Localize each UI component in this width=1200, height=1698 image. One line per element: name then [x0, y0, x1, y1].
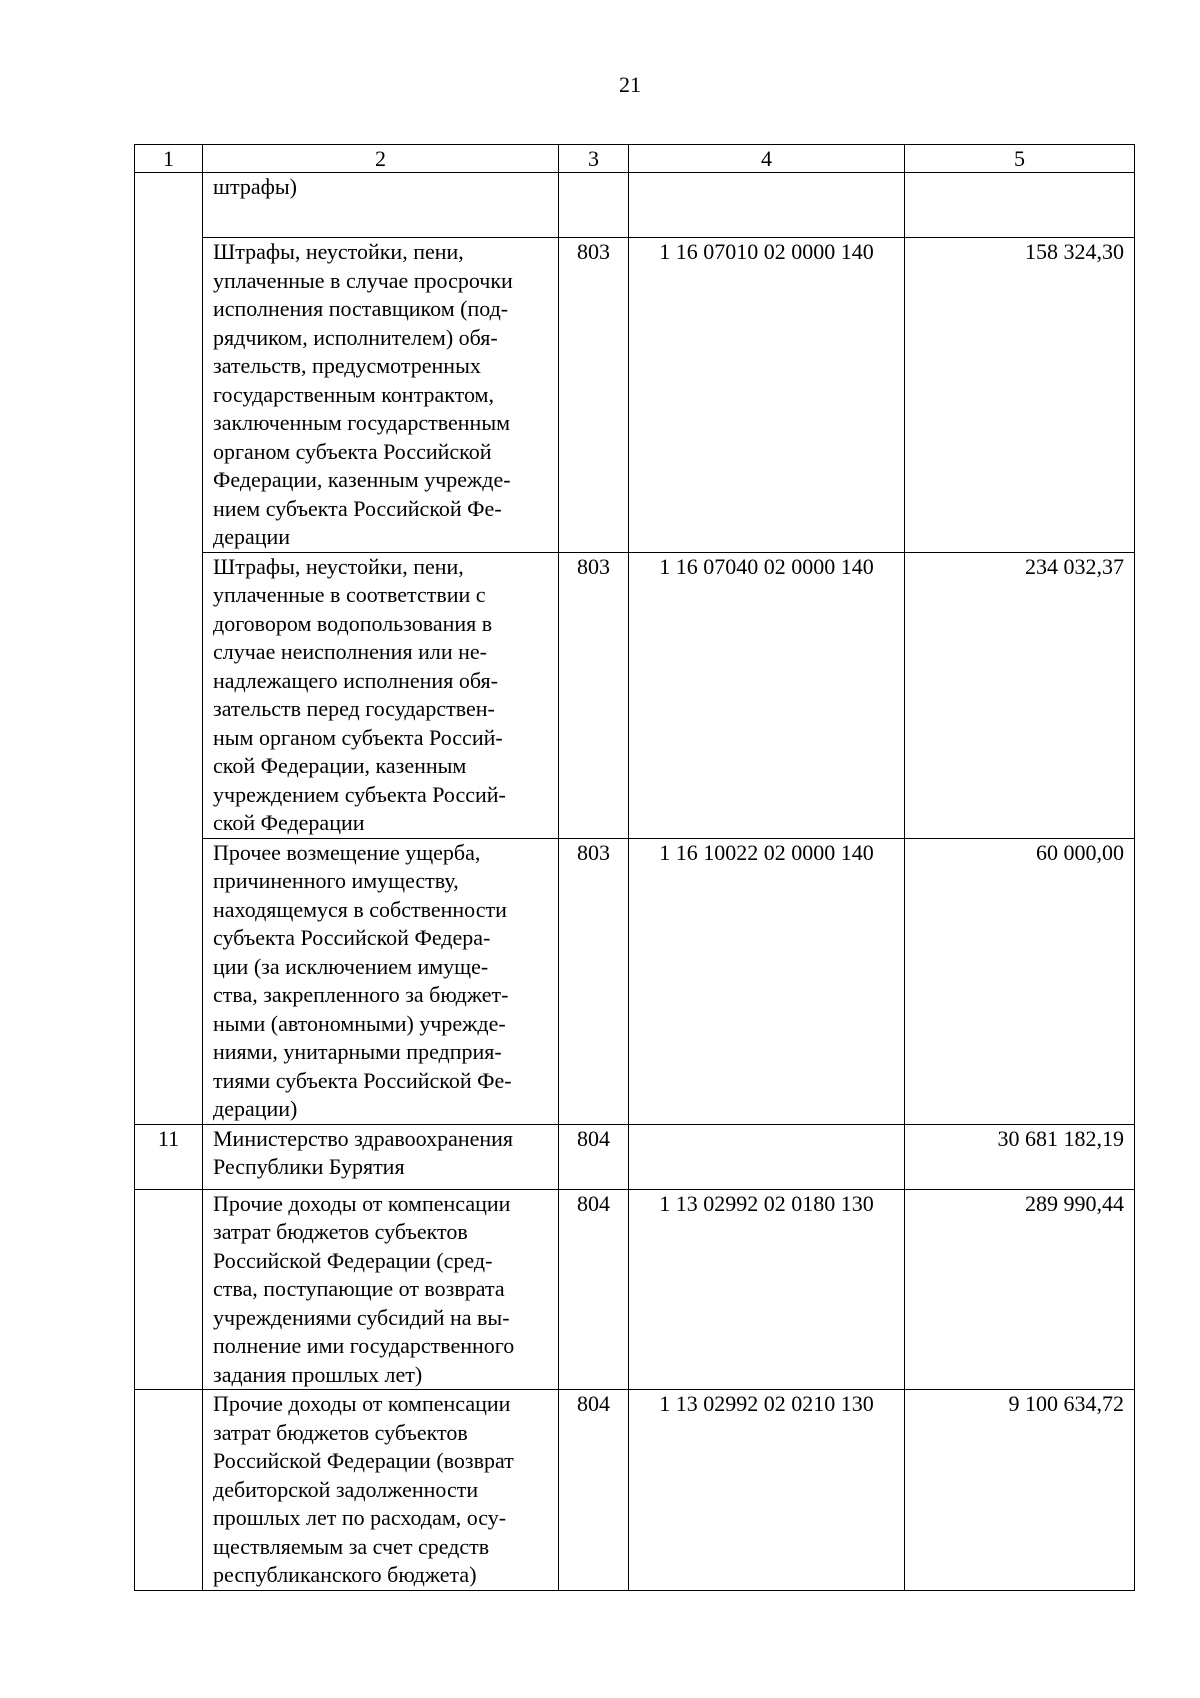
revenue-name	[203, 238, 559, 553]
header-col-5: 5	[905, 145, 1135, 173]
revenue-name-line: затрат бюджетов субъектов	[213, 1419, 468, 1445]
revenue-name-line: дебиторской задолженности	[213, 1476, 479, 1502]
amount	[905, 173, 1135, 238]
revenue-name	[203, 1390, 559, 1591]
row-number	[135, 1390, 203, 1591]
header-col-3: 3	[559, 145, 629, 173]
revenue-name-line: Прочие доходы от компенсации	[213, 1190, 511, 1216]
revenue-name	[203, 1189, 559, 1390]
budget-class-code: 1 16 10022 02 0000 140	[629, 838, 905, 1124]
amount: 234 032,37	[905, 552, 1135, 838]
revenue-name-line: республиканского бюджета)	[213, 1562, 477, 1587]
table-row	[135, 1189, 1135, 1390]
revenue-name-line: Прочее возмещение ущерба,	[213, 839, 481, 865]
table-body	[135, 145, 1135, 1591]
admin-code: 803	[559, 238, 629, 553]
revenue-name-line: Республики Бурятия	[213, 1154, 405, 1179]
revenue-name-line: зательств перед государствен-	[213, 696, 495, 721]
table-row	[135, 552, 1135, 838]
page-number: 21	[619, 72, 641, 97]
budget-class-code: 1 16 07040 02 0000 140	[629, 552, 905, 838]
amount: 60 000,00	[905, 838, 1135, 1124]
row-number	[135, 838, 203, 1124]
revenue-name-line: дерации	[213, 524, 291, 549]
revenue-name-line: субъекта Российской Федера-	[213, 925, 491, 950]
revenue-name-line: затрат бюджетов субъектов	[213, 1219, 468, 1244]
revenue-name-line: надлежащего исполнения обя-	[213, 667, 498, 693]
revenue-name-line: Российской Федерации (сред-	[213, 1247, 493, 1273]
revenue-name-line: уплаченные в случае просрочки	[213, 267, 513, 293]
admin-code: 804	[559, 1124, 629, 1189]
revenue-name	[203, 1124, 559, 1189]
revenue-name-line: Российской Федерации (возврат	[213, 1448, 514, 1473]
table-row	[135, 1390, 1135, 1591]
revenue-name-line: случае неисполнения или не-	[213, 639, 487, 664]
admin-code	[559, 173, 629, 238]
revenue-name-line: штрафы)	[213, 174, 297, 199]
revenue-name-line: зательств, предусмотренных	[213, 353, 481, 378]
table-row	[135, 838, 1135, 1124]
revenue-name-line: ниями, унитарными предприя-	[213, 1039, 502, 1064]
table-row	[135, 238, 1135, 553]
budget-class-code	[629, 173, 905, 238]
budget-class-code: 1 13 02992 02 0210 130	[629, 1390, 905, 1591]
budget-class-code: 1 13 02992 02 0180 130	[629, 1189, 905, 1390]
revenue-name-line: Штрафы, неустойки, пени,	[213, 239, 464, 264]
revenue-name-line: договором водопользования в	[213, 610, 493, 636]
header-row	[135, 145, 1135, 173]
revenue-name	[203, 173, 559, 238]
revenue-name-line: ской Федерации, казенным	[213, 753, 467, 778]
table-row	[135, 1124, 1135, 1189]
row-number	[135, 173, 203, 238]
revenue-name	[203, 838, 559, 1124]
admin-code: 803	[559, 838, 629, 1124]
amount: 30 681 182,19	[905, 1124, 1135, 1189]
table-row	[135, 173, 1135, 238]
revenue-name-line: причиненного имуществу,	[213, 868, 459, 893]
revenue-table	[134, 144, 1135, 1591]
amount: 158 324,30	[905, 238, 1135, 553]
revenue-name-line: учреждениями субсидий на вы-	[213, 1304, 510, 1330]
revenue-name-line: ществляемым за счет средств	[213, 1533, 490, 1559]
header-col-1: 1	[135, 145, 203, 173]
revenue-name-line: Прочие доходы от компенсации	[213, 1391, 511, 1416]
revenue-name-line: заключенным государственным	[213, 410, 511, 435]
revenue-name-line: ными (автономными) учрежде-	[213, 1010, 506, 1036]
admin-code: 803	[559, 552, 629, 838]
revenue-name-line: ства, закрепленного за бюджет-	[213, 982, 509, 1007]
revenue-name-line: задания прошлых лет)	[213, 1361, 423, 1387]
revenue-name-line: нием субъекта Российской Фе-	[213, 495, 502, 521]
revenue-name-line: исполнения поставщиком (под-	[213, 296, 509, 321]
revenue-name-line: ции (за исключением имуще-	[213, 953, 489, 979]
revenue-name-line: ства, поступающие от возврата	[213, 1276, 505, 1301]
revenue-name-line: полнение ими государственного	[213, 1333, 515, 1358]
revenue-name-line: Штрафы, неустойки, пени,	[213, 553, 464, 579]
revenue-name-line: Министерство здравоохранения	[213, 1125, 514, 1151]
admin-code: 804	[559, 1189, 629, 1390]
revenue-name-line: ской Федерации	[213, 810, 365, 835]
revenue-name-line: учреждением субъекта Россий-	[213, 781, 506, 807]
revenue-name-line: дерации)	[213, 1096, 298, 1121]
budget-class-code: 1 16 07010 02 0000 140	[629, 238, 905, 553]
revenue-name-line: рядчиком, исполнителем) обя-	[213, 324, 498, 350]
amount: 9 100 634,72	[905, 1390, 1135, 1591]
revenue-name-line: ным органом субъекта Россий-	[213, 724, 503, 750]
row-number: 11	[135, 1124, 203, 1189]
revenue-name-line: государственным контрактом,	[213, 381, 494, 407]
admin-code: 804	[559, 1390, 629, 1591]
header-col-2: 2	[203, 145, 559, 173]
revenue-name	[203, 552, 559, 838]
revenue-name-line: тиями субъекта Российской Фе-	[213, 1067, 512, 1093]
revenue-name-line: уплаченные в соответствии с	[213, 582, 486, 607]
revenue-name-line: Федерации, казенным учрежде-	[213, 467, 511, 492]
row-number	[135, 1189, 203, 1390]
budget-class-code	[629, 1124, 905, 1189]
revenue-name-line: прошлых лет по расходам, осу-	[213, 1505, 507, 1530]
row-number	[135, 238, 203, 553]
header-col-4: 4	[629, 145, 905, 173]
revenue-name-line: органом субъекта Российской	[213, 438, 492, 464]
amount: 289 990,44	[905, 1189, 1135, 1390]
row-number	[135, 552, 203, 838]
revenue-name-line: находящемуся в собственности	[213, 896, 507, 922]
